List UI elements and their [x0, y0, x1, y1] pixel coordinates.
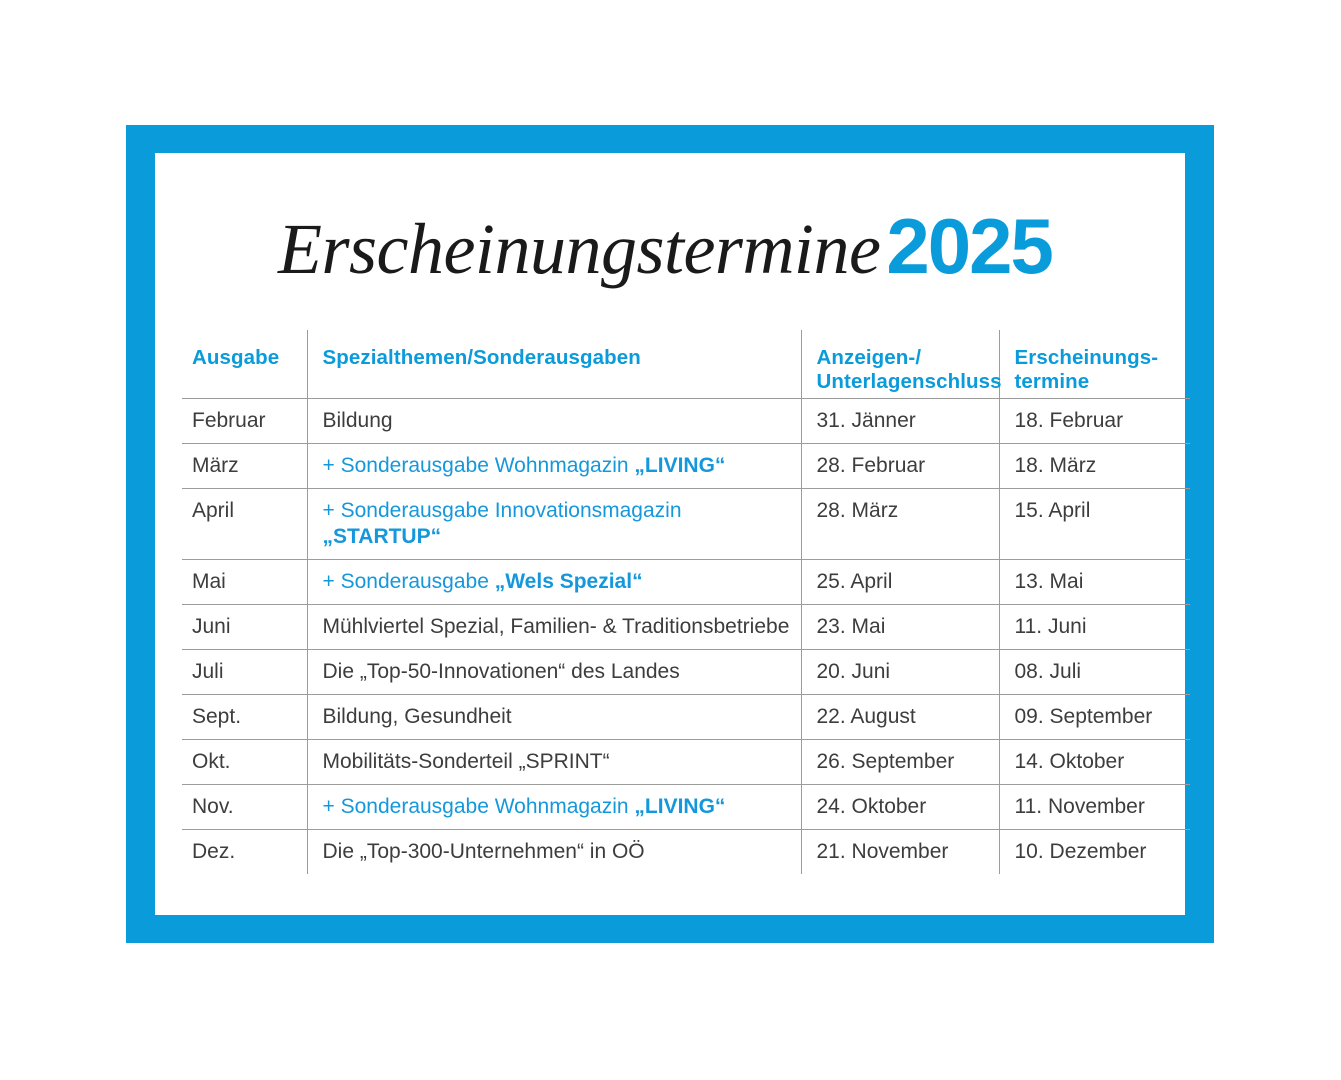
- cell-ausgabe-text: Februar: [192, 408, 266, 432]
- cell-ausgabe-text: Juni: [192, 614, 231, 638]
- cell-anzeigenschluss: [801, 784, 999, 829]
- cell-spezialthema: [307, 784, 801, 829]
- cell-ausgabe: [182, 829, 307, 874]
- table-row: [182, 604, 1190, 649]
- table-header: [182, 330, 1190, 398]
- cell-anzeigenschluss-text: 25. April: [816, 569, 893, 593]
- cell-ausgabe-text: Okt.: [192, 749, 231, 773]
- column-header-erscheinungstermine: [999, 330, 1190, 398]
- cell-ausgabe: [182, 604, 307, 649]
- cell-ausgabe: [182, 488, 307, 559]
- cell-spezialthema-text: + Sonderausgabe Wohnmagazin „LIVING“: [322, 453, 726, 477]
- cell-anzeigenschluss: [801, 398, 999, 443]
- column-header-ausgabe: [182, 330, 307, 398]
- cell-spezialthema-text: Die „Top-300-Unternehmen“ in OÖ: [322, 839, 645, 863]
- page-title-year: 2025: [886, 202, 1052, 290]
- cell-erscheinungstermin-text: 10. Dezember: [1014, 839, 1147, 863]
- table-row: [182, 443, 1190, 488]
- cell-anzeigenschluss: [801, 443, 999, 488]
- cell-ausgabe: [182, 784, 307, 829]
- cell-erscheinungstermin: [999, 443, 1190, 488]
- table-row: [182, 488, 1190, 559]
- cell-erscheinungstermin: [999, 694, 1190, 739]
- cell-erscheinungstermin-text: 15. April: [1014, 498, 1091, 522]
- cell-spezialthema: [307, 398, 801, 443]
- cell-erscheinungstermin-text: 13. Mai: [1014, 569, 1084, 593]
- cell-ausgabe: [182, 559, 307, 604]
- cell-erscheinungstermin-text: 11. Juni: [1014, 614, 1087, 638]
- cell-anzeigenschluss-text: 21. November: [816, 839, 949, 863]
- cell-anzeigenschluss-text: 23. Mai: [816, 614, 886, 638]
- cell-erscheinungstermin-text: 09. September: [1014, 704, 1153, 728]
- cell-erscheinungstermin: [999, 398, 1190, 443]
- cell-anzeigenschluss-text: 31. Jänner: [816, 408, 916, 432]
- cell-spezialthema-text: Mühlviertel Spezial, Familien- & Traditionsbetriebe: [322, 614, 790, 638]
- cell-ausgabe-text: Mai: [192, 569, 226, 593]
- cell-spezialthema-emphasis: „STARTUP“: [322, 524, 442, 548]
- cell-erscheinungstermin: [999, 649, 1190, 694]
- cell-erscheinungstermin-text: 08. Juli: [1014, 659, 1082, 683]
- cell-spezialthema-text: + Sonderausgabe Innovationsmagazin „STARTUP“: [322, 498, 682, 548]
- cell-erscheinungstermin: [999, 829, 1190, 874]
- cell-erscheinungstermin: [999, 559, 1190, 604]
- cell-anzeigenschluss: [801, 649, 999, 694]
- page-title-main: Erscheinungstermine: [278, 209, 881, 289]
- cell-spezialthema: [307, 694, 801, 739]
- cell-anzeigenschluss: [801, 829, 999, 874]
- cell-spezialthema-emphasis: „Wels Spezial“: [494, 569, 643, 593]
- page-title: [278, 201, 1178, 301]
- cell-spezialthema-emphasis: „LIVING“: [634, 794, 726, 818]
- cell-anzeigenschluss: [801, 559, 999, 604]
- cell-anzeigenschluss-text: 20. Juni: [816, 659, 891, 683]
- cell-anzeigenschluss-text: 28. März: [816, 498, 899, 522]
- cell-spezialthema-text: Mobilitäts-Sonderteil „SPRINT“: [322, 749, 610, 773]
- table-row: [182, 398, 1190, 443]
- cell-ausgabe-text: Juli: [192, 659, 224, 683]
- cell-anzeigenschluss: [801, 739, 999, 784]
- cell-ausgabe: [182, 443, 307, 488]
- cell-anzeigenschluss-text: 24. Oktober: [816, 794, 927, 818]
- column-header-ausgabe-label: Ausgabe: [192, 346, 280, 369]
- cell-spezialthema: [307, 559, 801, 604]
- cell-ausgabe-text: Dez.: [192, 839, 236, 863]
- cell-anzeigenschluss-text: 22. August: [816, 704, 916, 728]
- cell-ausgabe-text: März: [192, 453, 239, 477]
- cell-spezialthema: [307, 649, 801, 694]
- column-header-erscheinungstermine-line2: termine: [1014, 370, 1090, 393]
- cell-erscheinungstermin-text: 18. März: [1014, 453, 1097, 477]
- cell-anzeigenschluss: [801, 488, 999, 559]
- schedule-table: [182, 330, 1190, 874]
- column-header-anzeigenschluss-line1: Anzeigen-/: [816, 346, 922, 369]
- cell-spezialthema: [307, 604, 801, 649]
- table-header-row: [182, 330, 1190, 398]
- cell-anzeigenschluss-text: 28. Februar: [816, 453, 926, 477]
- content-panel: [155, 153, 1185, 915]
- blue-border-frame: [126, 125, 1214, 943]
- cell-erscheinungstermin: [999, 784, 1190, 829]
- cell-ausgabe: [182, 398, 307, 443]
- column-header-spezialthemen-label: Spezialthemen/Sonderausgaben: [322, 346, 641, 369]
- cell-erscheinungstermin-text: 11. November: [1014, 794, 1145, 818]
- cell-ausgabe-text: April: [192, 498, 235, 522]
- table-row: [182, 739, 1190, 784]
- cell-anzeigenschluss-text: 26. September: [816, 749, 955, 773]
- column-header-erscheinungstermine-line1: Erscheinungs-: [1014, 346, 1159, 369]
- cell-erscheinungstermin: [999, 739, 1190, 784]
- cell-spezialthema: [307, 488, 801, 559]
- cell-spezialthema: [307, 443, 801, 488]
- cell-spezialthema-text: Bildung, Gesundheit: [322, 704, 512, 728]
- column-header-spezialthemen: [307, 330, 801, 398]
- table-row: [182, 694, 1190, 739]
- cell-erscheinungstermin: [999, 604, 1190, 649]
- cell-erscheinungstermin-text: 14. Oktober: [1014, 749, 1125, 773]
- cell-spezialthema-text: + Sonderausgabe „Wels Spezial“: [322, 569, 643, 593]
- cell-ausgabe-text: Sept.: [192, 704, 242, 728]
- cell-spezialthema-emphasis: „LIVING“: [634, 453, 726, 477]
- cell-ausgabe: [182, 649, 307, 694]
- cell-ausgabe: [182, 739, 307, 784]
- cell-anzeigenschluss: [801, 694, 999, 739]
- table-row: [182, 649, 1190, 694]
- cell-spezialthema-text: Die „Top-50-Innovationen“ des Landes: [322, 659, 680, 683]
- cell-spezialthema-text: Bildung: [322, 408, 393, 432]
- cell-ausgabe-text: Nov.: [192, 794, 234, 818]
- cell-spezialthema: [307, 739, 801, 784]
- column-header-anzeigenschluss: [801, 330, 1002, 398]
- column-header-anzeigenschluss-line2: Unterlagenschluss: [816, 370, 1002, 393]
- cell-erscheinungstermin-text: 18. Februar: [1014, 408, 1124, 432]
- cell-erscheinungstermin: [999, 488, 1190, 559]
- cell-spezialthema: [307, 829, 801, 874]
- cell-spezialthema-text: + Sonderausgabe Wohnmagazin „LIVING“: [322, 794, 726, 818]
- cell-anzeigenschluss: [801, 604, 999, 649]
- table-body: [182, 398, 1190, 874]
- cell-ausgabe: [182, 694, 307, 739]
- schedule-table-wrapper: [182, 330, 1190, 874]
- table-row: [182, 829, 1190, 874]
- table-row: [182, 784, 1190, 829]
- table-row: [182, 559, 1190, 604]
